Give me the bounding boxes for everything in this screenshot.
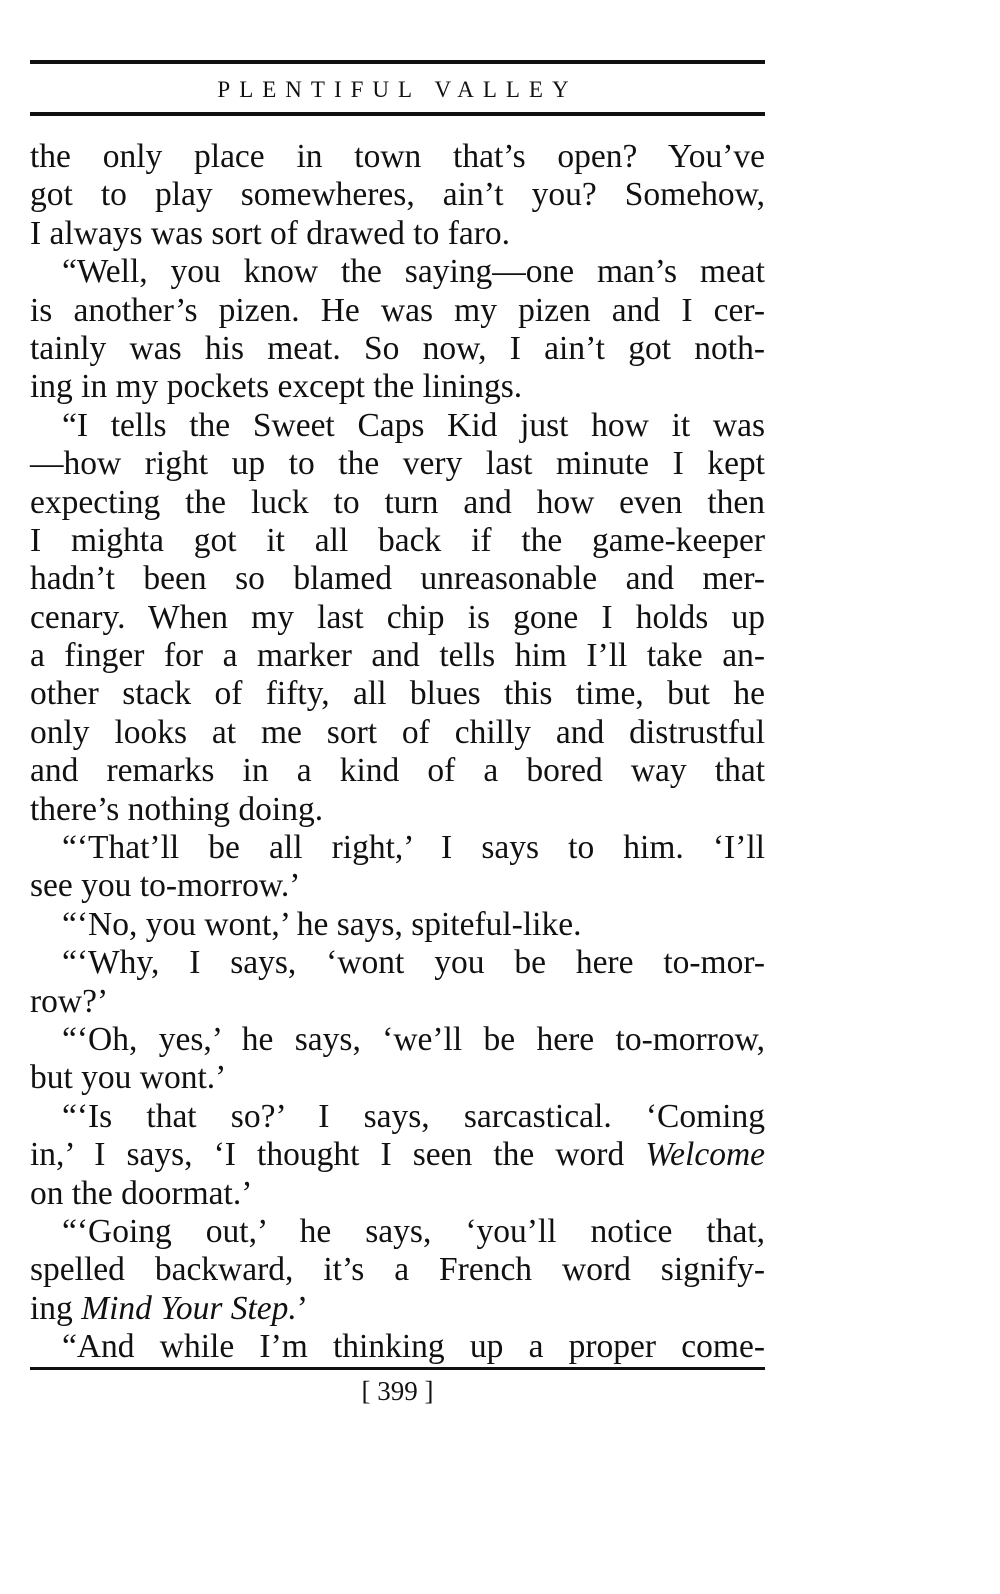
text-line: but you wont.’ <box>30 1059 227 1097</box>
text-line: on the doormat.’ <box>30 1174 253 1212</box>
italic-word: Welcome <box>645 1136 765 1174</box>
running-head: PLENTIFUL VALLEY <box>217 77 578 102</box>
text-line: cenary. When my last chip is gone I holds up <box>30 598 765 636</box>
text-line: ing in my pockets except the linings. <box>30 368 523 406</box>
text-line: and remarks in a kind of a bored way that <box>30 752 765 790</box>
top-rule <box>30 60 765 64</box>
text-line: I mighta got it all back if the game-keeper <box>30 521 765 559</box>
text-line: tainly was his meat. So now, I ain’t got noth- <box>30 329 765 367</box>
text-line: —how right up to the very last minute I kept <box>30 445 765 483</box>
text-line: “‘Is that so?’ I says, sarcastical. ‘Coming <box>62 1097 765 1135</box>
text-line <box>30 1136 765 1174</box>
text-line: hadn’t been so blamed unreasonable and mer- <box>30 560 765 598</box>
text-line: there’s nothing doing. <box>30 790 324 828</box>
text-line: “‘Going out,’ he says, ‘you’ll notice that, <box>62 1212 765 1250</box>
text-line: “‘That’ll be all right,’ I says to him. ‘I’ll <box>62 829 765 867</box>
text-line: the only place in town that’s open? You’ve <box>30 138 765 175</box>
text-line <box>30 1290 765 1328</box>
text-segment: ’ <box>296 1289 308 1327</box>
text-segment: ing <box>30 1289 82 1327</box>
text-line: other stack of fifty, all blues this time, but he <box>30 675 765 713</box>
text-line: got to play somewheres, ain’t you? Somehow, <box>30 176 765 214</box>
text-line: I always was sort of drawed to faro. <box>30 214 511 252</box>
text-line: “‘Oh, yes,’ he says, ‘we’ll be here to-morrow, <box>62 1020 765 1058</box>
text-line: expecting the luck to turn and how even then <box>30 483 765 521</box>
text-line: row?’ <box>30 982 109 1020</box>
text-line: “And while I’m thinking up a proper come- <box>62 1328 765 1366</box>
page-number: [ 399 ] <box>361 1376 434 1406</box>
text-line: “Well, you know the saying—one man’s meat <box>62 253 765 291</box>
text-line: a finger for a marker and tells him I’ll take an- <box>30 637 765 675</box>
text-line: is another’s pizen. He was my pizen and I cer- <box>30 291 765 329</box>
text-segment: in,’ I says, ‘I thought I seen the word <box>30 1136 646 1174</box>
text-line: “I tells the Sweet Caps Kid just how it was <box>62 406 765 444</box>
header-rule <box>30 112 765 116</box>
text-line: see you to-morrow.’ <box>30 867 301 905</box>
body-text <box>30 138 765 1367</box>
text-line: “‘No, you wont,’ he says, spiteful-like. <box>62 905 582 943</box>
text-line: only looks at me sort of chilly and distrustful <box>30 713 765 751</box>
italic-phrase: Mind Your Step. <box>81 1289 297 1327</box>
text-line: “‘Why, I says, ‘wont you be here to-mor- <box>62 944 765 982</box>
footer-rule <box>30 1367 765 1370</box>
text-line: spelled backward, it’s a French word signify- <box>30 1251 765 1289</box>
